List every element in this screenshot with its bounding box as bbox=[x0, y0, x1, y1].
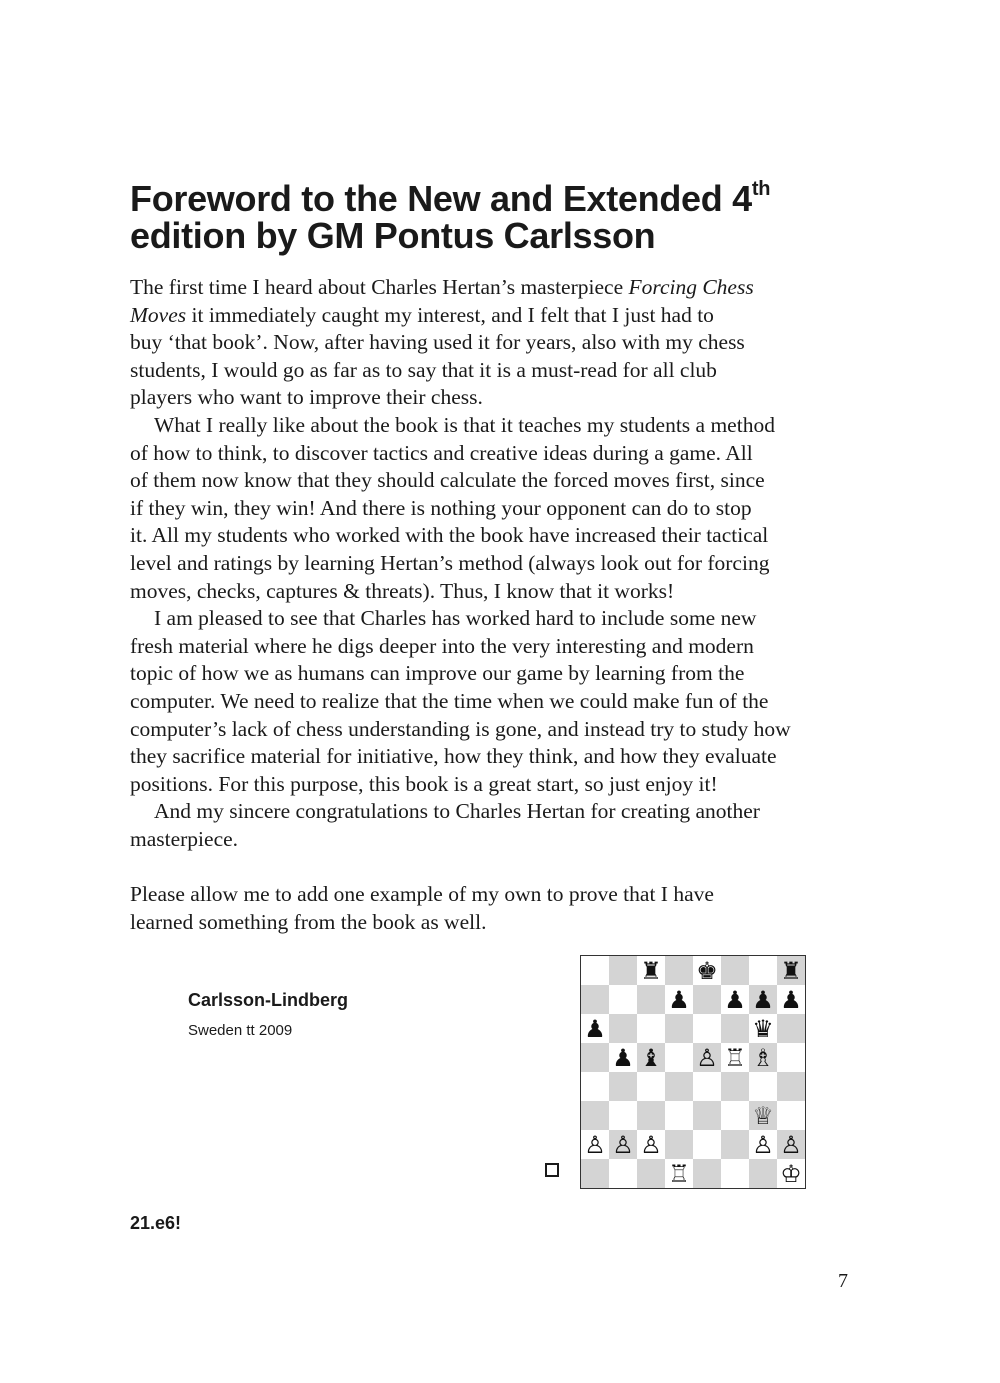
square-h2 bbox=[777, 1130, 805, 1159]
square-c1 bbox=[637, 1159, 665, 1188]
square-g7 bbox=[749, 985, 777, 1014]
game-event: Sweden tt 2009 bbox=[188, 1022, 293, 1039]
square-c4 bbox=[637, 1072, 665, 1101]
black-pawn-icon: ♟ bbox=[724, 985, 746, 1014]
black-pawn-icon: ♟ bbox=[752, 985, 774, 1014]
square-f6 bbox=[721, 1014, 749, 1043]
square-f8 bbox=[721, 956, 749, 985]
white-pawn-icon: ♙ bbox=[640, 1130, 662, 1159]
square-a4 bbox=[581, 1072, 609, 1101]
paragraph-2: What I really like about the book is that it teaches my students a method of how to think, to discover tactics and creative ideas during a game. All of them now know that they should calculate the forced moves first, since if they win, they win! And there is nothing your opponent can do to stop it. All my students who worked with the book have increased their tactical level and ratings by learning Hertan’s method (always look out for forcing moves, checks, captures & threats). Thus, I know that it works! bbox=[130, 412, 775, 603]
square-f5 bbox=[721, 1043, 749, 1072]
black-rook-icon: ♜ bbox=[780, 956, 802, 985]
square-c3 bbox=[637, 1101, 665, 1130]
square-b6 bbox=[609, 1014, 637, 1043]
black-pawn-icon: ♟ bbox=[780, 985, 802, 1014]
square-g5 bbox=[749, 1043, 777, 1072]
title-line-1: Foreword to the New and Extended 4th bbox=[130, 178, 771, 219]
square-g8 bbox=[749, 956, 777, 985]
square-e8 bbox=[693, 956, 721, 985]
black-bishop-icon: ♝ bbox=[640, 1043, 662, 1072]
square-c8 bbox=[637, 956, 665, 985]
page-number: 7 bbox=[838, 1270, 848, 1292]
white-bishop-icon: ♗ bbox=[752, 1043, 774, 1072]
square-a1 bbox=[581, 1159, 609, 1188]
square-g1 bbox=[749, 1159, 777, 1188]
square-b7 bbox=[609, 985, 637, 1014]
square-g2 bbox=[749, 1130, 777, 1159]
title-line-2: edition by GM Pontus Carlsson bbox=[130, 215, 656, 256]
black-rook-icon: ♜ bbox=[640, 956, 662, 985]
paragraph-1: The first time I heard about Charles Hertan’s masterpiece Forcing Chess Moves it immediately caught my interest, and I felt that I just had to buy ‘that book’. Now, after having used it for years, also with my chess students, I would go as far as to say that it is a must-read for all club players who want to improve their chess. bbox=[130, 275, 754, 410]
white-queen-icon: ♕ bbox=[752, 1101, 774, 1130]
white-pawn-icon: ♙ bbox=[696, 1043, 718, 1072]
square-e3 bbox=[693, 1101, 721, 1130]
white-king-icon: ♔ bbox=[780, 1159, 802, 1188]
square-h6 bbox=[777, 1014, 805, 1043]
black-queen-icon: ♛ bbox=[752, 1014, 774, 1043]
white-pawn-icon: ♙ bbox=[612, 1130, 634, 1159]
square-h7 bbox=[777, 985, 805, 1014]
square-e7 bbox=[693, 985, 721, 1014]
square-a3 bbox=[581, 1101, 609, 1130]
square-e1 bbox=[693, 1159, 721, 1188]
black-king-icon: ♚ bbox=[696, 956, 718, 985]
square-a6 bbox=[581, 1014, 609, 1043]
title-superscript: th bbox=[751, 178, 771, 200]
square-e6 bbox=[693, 1014, 721, 1043]
square-d1 bbox=[665, 1159, 693, 1188]
square-g4 bbox=[749, 1072, 777, 1101]
chess-diagram bbox=[580, 955, 806, 1189]
square-d5 bbox=[665, 1043, 693, 1072]
white-to-move-indicator bbox=[545, 1163, 559, 1177]
square-d6 bbox=[665, 1014, 693, 1043]
foreword-body bbox=[130, 274, 870, 936]
square-d4 bbox=[665, 1072, 693, 1101]
paragraph-4: And my sincere congratulations to Charles Hertan for creating another masterpiece. bbox=[130, 799, 760, 851]
square-f7 bbox=[721, 985, 749, 1014]
move-annotation: 21.e6! bbox=[130, 1213, 182, 1233]
square-b3 bbox=[609, 1101, 637, 1130]
square-f3 bbox=[721, 1101, 749, 1130]
square-b5 bbox=[609, 1043, 637, 1072]
square-b8 bbox=[609, 956, 637, 985]
white-pawn-icon: ♙ bbox=[752, 1130, 774, 1159]
square-f2 bbox=[721, 1130, 749, 1159]
square-e4 bbox=[693, 1072, 721, 1101]
square-h3 bbox=[777, 1101, 805, 1130]
square-f4 bbox=[721, 1072, 749, 1101]
white-pawn-icon: ♙ bbox=[584, 1130, 606, 1159]
square-h1 bbox=[777, 1159, 805, 1188]
square-a5 bbox=[581, 1043, 609, 1072]
square-a2 bbox=[581, 1130, 609, 1159]
square-c5 bbox=[637, 1043, 665, 1072]
square-c2 bbox=[637, 1130, 665, 1159]
paragraph-5: Please allow me to add one example of my own to prove that I have learned something from the book as well. bbox=[130, 882, 714, 934]
black-pawn-icon: ♟ bbox=[612, 1043, 634, 1072]
square-g6 bbox=[749, 1014, 777, 1043]
square-d3 bbox=[665, 1101, 693, 1130]
square-b1 bbox=[609, 1159, 637, 1188]
square-c7 bbox=[637, 985, 665, 1014]
square-b4 bbox=[609, 1072, 637, 1101]
square-h5 bbox=[777, 1043, 805, 1072]
black-pawn-icon: ♟ bbox=[584, 1014, 606, 1043]
square-a7 bbox=[581, 985, 609, 1014]
square-e2 bbox=[693, 1130, 721, 1159]
square-g3 bbox=[749, 1101, 777, 1130]
chapter-title bbox=[130, 180, 890, 254]
white-pawn-icon: ♙ bbox=[780, 1130, 802, 1159]
square-e5 bbox=[693, 1043, 721, 1072]
square-h8 bbox=[777, 956, 805, 985]
white-rook-icon: ♖ bbox=[668, 1159, 690, 1188]
square-c6 bbox=[637, 1014, 665, 1043]
square-b2 bbox=[609, 1130, 637, 1159]
square-f1 bbox=[721, 1159, 749, 1188]
game-players: Carlsson-Lindberg bbox=[188, 990, 349, 1010]
square-h4 bbox=[777, 1072, 805, 1101]
square-d8 bbox=[665, 956, 693, 985]
black-pawn-icon: ♟ bbox=[668, 985, 690, 1014]
white-rook-icon: ♖ bbox=[724, 1043, 746, 1072]
square-d7 bbox=[665, 985, 693, 1014]
paragraph-3: I am pleased to see that Charles has worked hard to include some new fresh material where he digs deeper into the very interesting and modern topic of how we as humans can improve our game by learning from the computer. We need to realize that the time when we could make fun of the computer’s lack of chess understanding is gone, and instead try to study how they sacrifice material for initiative, how they think, and how they evaluate positions. For this purpose, this book is a great start, so just enjoy it! bbox=[130, 606, 791, 796]
square-a8 bbox=[581, 956, 609, 985]
square-d2 bbox=[665, 1130, 693, 1159]
